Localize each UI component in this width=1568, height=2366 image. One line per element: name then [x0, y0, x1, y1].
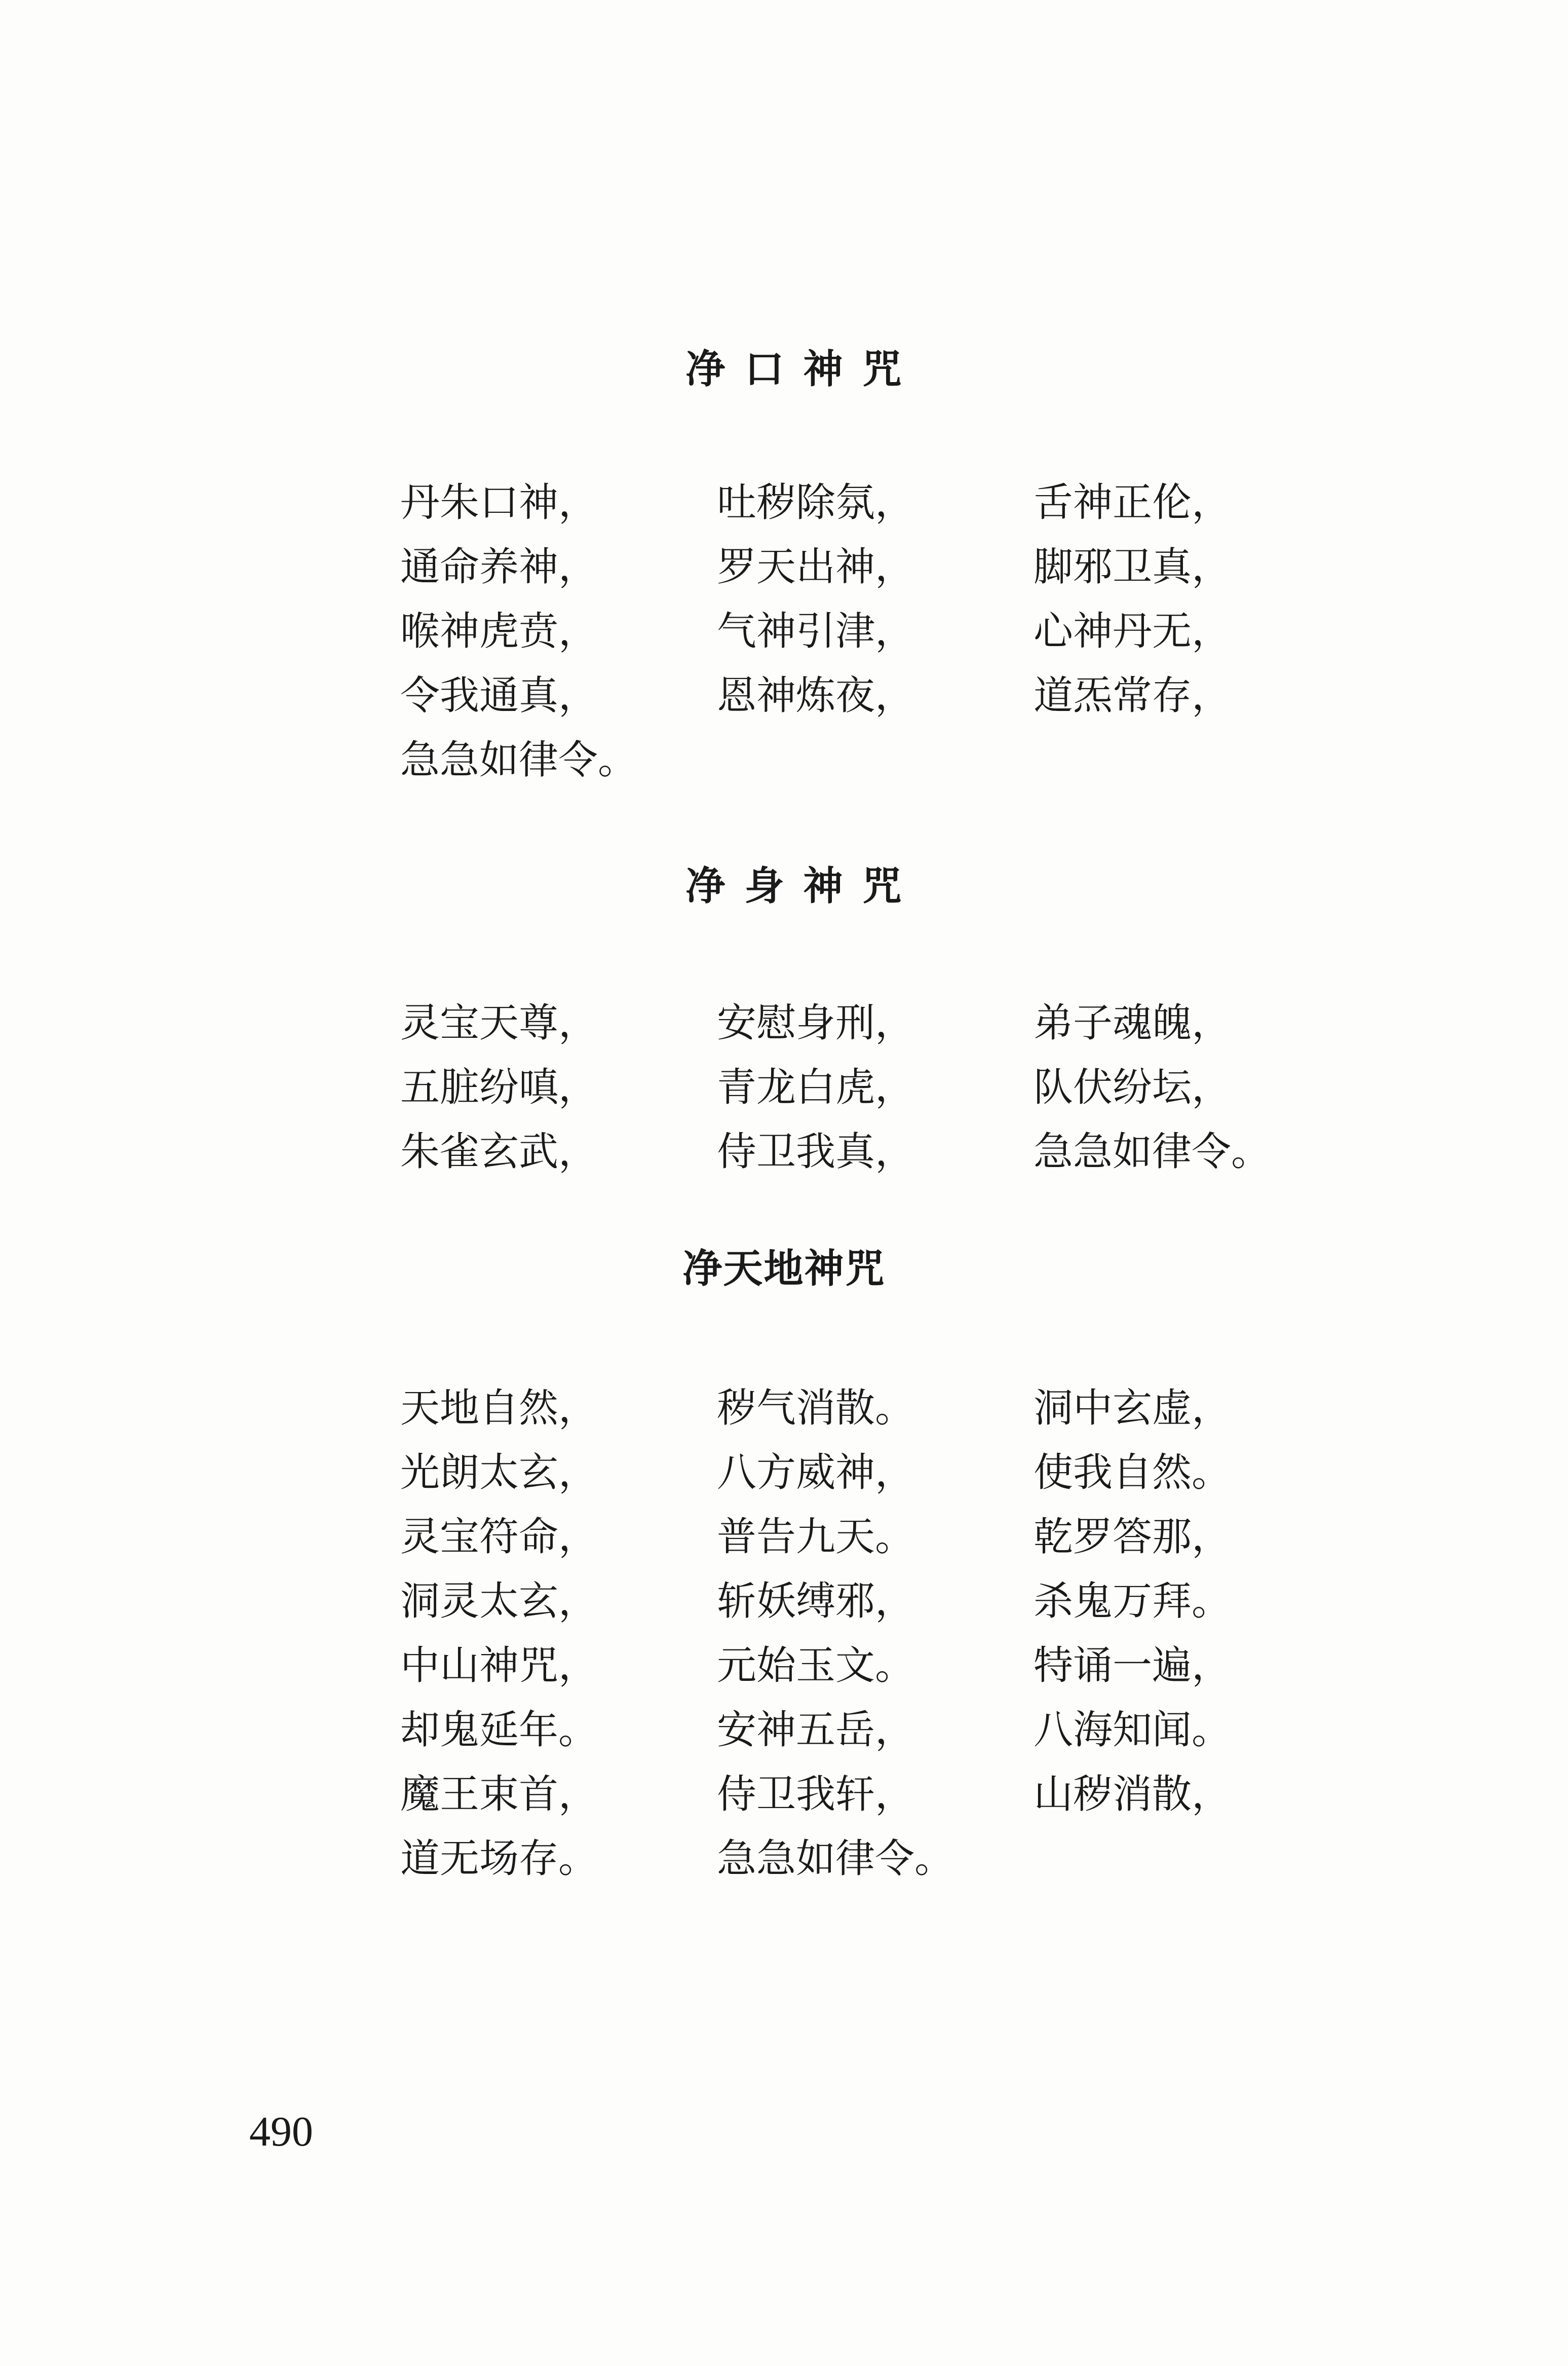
verse-phrase: 急急如律令。 — [400, 737, 638, 783]
verse-line — [0, 1579, 1568, 1646]
verse-line — [0, 1385, 1568, 1453]
verse-phrase: 洞灵太玄， — [400, 1579, 598, 1624]
verse-phrase: 灵宝天尊， — [400, 1000, 598, 1046]
verse-phrase: 五脏纷嗔， — [400, 1065, 598, 1110]
verse-phrase: 光朗太玄， — [400, 1450, 598, 1495]
verse-phrase: 安神五岳， — [717, 1707, 915, 1753]
verse-phrase: 道无场存。 — [400, 1836, 598, 1882]
verse-block-jingtiandi — [0, 1385, 1568, 1903]
section-title-jingtiandi: 净天地神咒 — [682, 1246, 886, 1292]
verse-phrase: 元始玉文。 — [717, 1643, 915, 1688]
verse-phrase: 使我自然。 — [1034, 1450, 1232, 1495]
verse-phrase: 特诵一遍， — [1034, 1643, 1232, 1688]
verse-line — [0, 1129, 1568, 1196]
page-number: 490 — [249, 2108, 313, 2155]
verse-phrase: 侍卫我真， — [717, 1129, 915, 1175]
verse-phrase: 洞中玄虚， — [1034, 1385, 1232, 1431]
verse-phrase: 青龙白虎， — [717, 1065, 915, 1110]
verse-phrase: 天地自然， — [400, 1385, 598, 1431]
verse-phrase: 丹朱口神， — [400, 480, 598, 525]
verse-line — [0, 544, 1568, 612]
verse-phrase: 急急如律令。 — [1034, 1129, 1271, 1175]
section-title-jingshen: 净身神咒 — [685, 863, 921, 909]
verse-phrase: 灵宝符命， — [400, 1514, 598, 1560]
verse-phrase: 队伏纷坛， — [1034, 1065, 1232, 1110]
verse-line — [0, 1772, 1568, 1839]
verse-phrase: 杀鬼万拜。 — [1034, 1579, 1232, 1624]
verse-phrase: 魔王束首， — [400, 1772, 598, 1817]
verse-line — [0, 1707, 1568, 1775]
verse-phrase: 侍卫我轩， — [717, 1772, 915, 1817]
verse-phrase: 中山神咒， — [400, 1643, 598, 1688]
verse-phrase: 却鬼延年。 — [400, 1707, 598, 1753]
verse-phrase: 罗天出神， — [717, 544, 915, 590]
verse-line — [0, 737, 1568, 805]
verse-phrase: 乾罗答那， — [1034, 1514, 1232, 1560]
verse-line — [0, 1000, 1568, 1068]
verse-phrase: 令我通真， — [400, 673, 598, 719]
verse-phrase: 八方威神， — [717, 1450, 915, 1495]
verse-line — [0, 1450, 1568, 1517]
verse-phrase: 恩神炼夜， — [717, 673, 915, 719]
verse-block-jingshen — [0, 1000, 1568, 1196]
verse-line — [0, 673, 1568, 740]
verse-phrase: 喉神虎贲， — [400, 609, 598, 654]
verse-phrase: 急急如律令。 — [717, 1836, 954, 1882]
verse-phrase: 气神引津， — [717, 609, 915, 654]
verse-phrase: 八海知闻。 — [1034, 1707, 1232, 1753]
verse-block-jingkou — [0, 480, 1568, 805]
verse-phrase: 脚邪卫真， — [1034, 544, 1232, 590]
verse-line — [0, 480, 1568, 547]
verse-line — [0, 609, 1568, 676]
verse-line — [0, 1836, 1568, 1903]
section-title-jingkou: 净口神咒 — [685, 347, 921, 392]
verse-phrase: 朱雀玄武， — [400, 1129, 598, 1175]
verse-line — [0, 1065, 1568, 1132]
verse-phrase: 吐秽除氛， — [717, 480, 915, 525]
verse-phrase: 道炁常存， — [1034, 673, 1232, 719]
verse-phrase: 通命养神， — [400, 544, 598, 590]
verse-line — [0, 1514, 1568, 1582]
verse-phrase: 普告九天。 — [717, 1514, 915, 1560]
verse-phrase: 弟子魂魄， — [1034, 1000, 1232, 1046]
verse-phrase: 安慰身刑， — [717, 1000, 915, 1046]
verse-line — [0, 1643, 1568, 1710]
verse-phrase: 秽气消散。 — [717, 1385, 915, 1431]
verse-phrase: 心神丹无， — [1034, 609, 1232, 654]
verse-phrase: 山秽消散， — [1034, 1772, 1232, 1817]
verse-phrase: 斩妖缚邪， — [717, 1579, 915, 1624]
verse-phrase: 舌神正伦， — [1034, 480, 1232, 525]
